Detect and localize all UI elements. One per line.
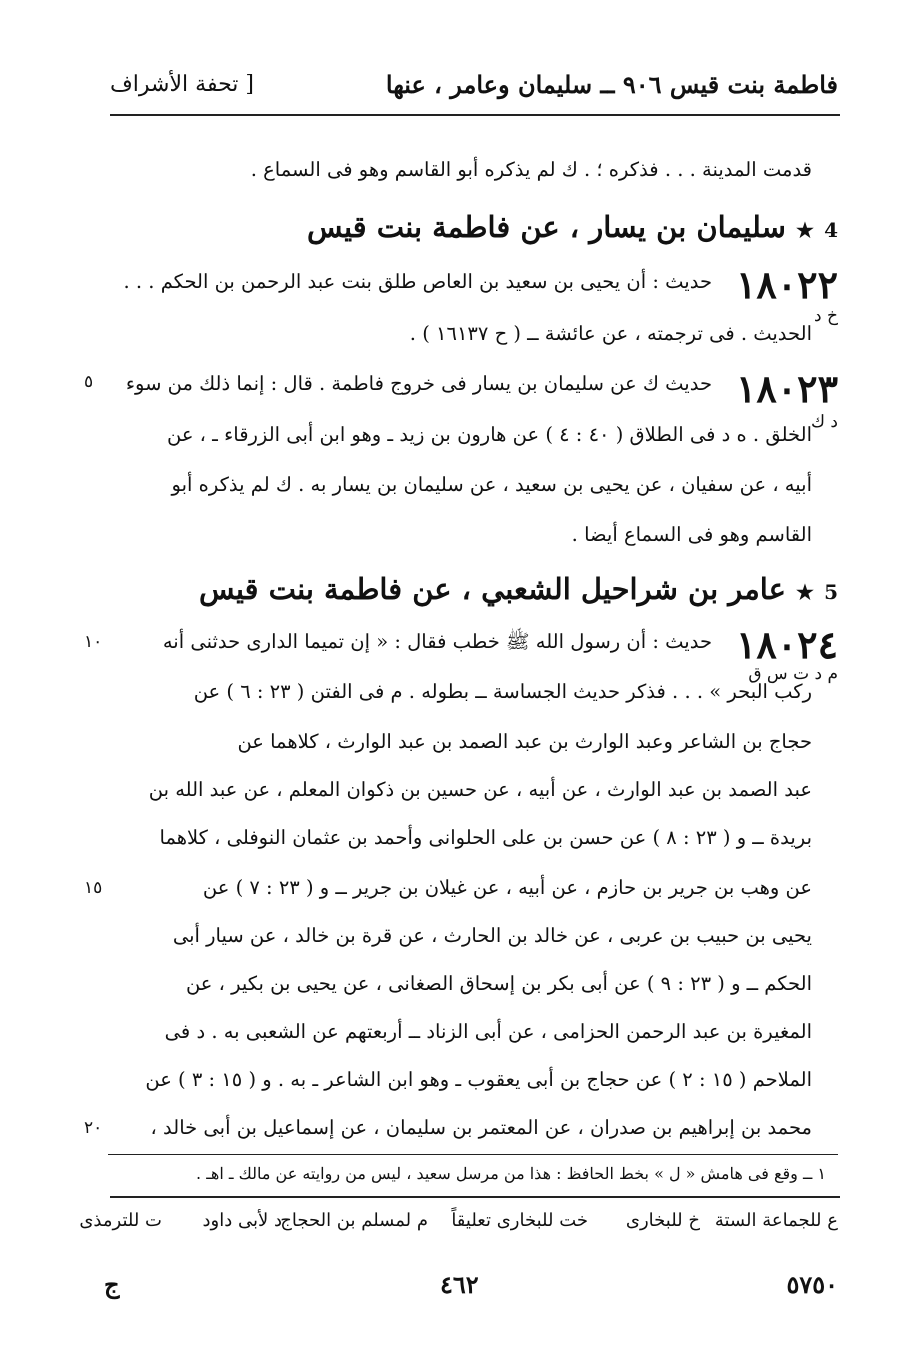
text-line: حديث ك عن سليمان بن يسار فى خروج فاطمة . قال : إنما ذلك من سوء bbox=[125, 372, 712, 395]
text-line: أبيه ، عن سفيان ، عن يحيى بن سعيد ، عن سليمان بن يسار به . ك لم يذكره أبو bbox=[171, 473, 812, 496]
section-heading-text: عامر بن شراحيل الشعبي ، عن فاطمة بنت قيس bbox=[198, 572, 786, 606]
star-icon: ★ bbox=[796, 218, 814, 242]
abbreviations-rule bbox=[110, 1196, 840, 1198]
abbreviation-item: ع للجماعة الستة bbox=[714, 1210, 838, 1231]
text-line: عبد الصمد بن عبد الوارث ، عن أبيه ، عن حسين بن ذكوان المعلم ، عن عبد الله بن bbox=[148, 778, 812, 801]
running-header-book: [ تحفة الأشراف bbox=[110, 72, 254, 97]
text-line: حجاج بن الشاعر وعبد الوارث بن عبد الصمد بن عبد الوارث ، كلاهما عن bbox=[237, 730, 812, 753]
section-heading bbox=[307, 210, 838, 244]
volume-number: ٥٧٥٠ bbox=[786, 1270, 838, 1299]
abbreviation-item: خ للبخارى bbox=[625, 1210, 700, 1231]
text-line: الخلق . ه د فى الطلاق ( ٤٠ : ٤ ) عن هارون بن زيد ـ وهو ابن أبى الزرقاء ـ ، عن bbox=[167, 423, 812, 446]
margin-line-number: ١٠ bbox=[84, 632, 103, 652]
section-heading-text: سليمان بن يسار ، عن فاطمة بنت قيس bbox=[307, 210, 786, 244]
source-symbols: د ك bbox=[811, 412, 838, 432]
footnote-rule bbox=[108, 1154, 838, 1155]
volume-letter: ج bbox=[104, 1270, 120, 1299]
hadith-number: ١٨٠٢٢ bbox=[735, 262, 838, 307]
abbreviation-item: م لمسلم بن الحجاج bbox=[280, 1210, 428, 1231]
hadith-number: ١٨٠٢٤ bbox=[735, 622, 838, 667]
source-symbols: خ د bbox=[814, 306, 838, 326]
text-line: القاسم وهو فى السماع أيضا . bbox=[571, 523, 812, 546]
text-line: يحيى بن حبيب بن عربى ، عن خالد بن الحارث ، عن قرة بن خالد ، عن سيار أبى bbox=[172, 924, 812, 947]
source-symbols: م د ت س ق bbox=[748, 664, 838, 684]
running-header-title: فاطمة بنت قيس ٩٠٦ ــ سليمان وعامر ، عنها bbox=[385, 70, 838, 99]
text-line: بريدة ــ و ( ٢٣ : ٨ ) عن حسن بن على الحلوانى وأحمد بن عثمان النوفلى ، كلاهما bbox=[159, 826, 812, 849]
text-line: حديث : أن رسول الله ﷺ خطب فقال : « إن تميما الدارى حدثنى أنه bbox=[162, 630, 712, 653]
text-line: قدمت المدينة . . . فذكره ؛ . ك لم يذكره أبو القاسم وهو فى السماع . bbox=[250, 158, 812, 181]
margin-line-number: ١٥ bbox=[84, 878, 103, 898]
page-number: ٤٦٢ bbox=[440, 1270, 479, 1299]
star-icon: ★ bbox=[796, 580, 814, 604]
header-rule bbox=[110, 114, 840, 116]
margin-line-number: ٢٠ bbox=[84, 1118, 103, 1138]
text-line: محمد بن إبراهيم بن صدران ، عن المعتمر بن سليمان ، عن إسماعيل بن أبى خالد ، bbox=[150, 1116, 812, 1139]
abbreviation-item: خت للبخارى تعليقاً bbox=[451, 1210, 588, 1231]
text-line: عن وهب بن جرير بن حازم ، عن أبيه ، عن غيلان بن جرير ــ و ( ٢٣ : ٧ ) عن bbox=[202, 876, 812, 899]
text-line: الحكم ــ و ( ٢٣ : ٩ ) عن أبى بكر بن إسحاق الصغانى ، عن يحيى بن بكير ، عن bbox=[185, 972, 812, 995]
footnote: ١ ــ وقع فى هامش « ل » بخط الحافظ : هذا من مرسل سعيد ، ليس من روايته عن مالك ـ اهـ . bbox=[196, 1164, 826, 1183]
text-line: حديث : أن يحيى بن سعيد بن العاص طلق بنت عبد الرحمن بن الحكم . . . bbox=[123, 270, 712, 293]
section-number: 5 bbox=[824, 580, 838, 604]
margin-line-number: ٥ bbox=[84, 372, 94, 392]
section-heading bbox=[199, 572, 838, 606]
text-line: الحديث . فى ترجمته ، عن عائشة ــ ( ح ١٦١٣٧ ) . bbox=[409, 322, 812, 345]
abbreviation-item: د لأبى داود bbox=[202, 1210, 282, 1231]
hadith-number: ١٨٠٢٣ bbox=[735, 366, 838, 411]
abbreviation-item: ت للترمذى bbox=[79, 1210, 162, 1231]
section-number: 4 bbox=[824, 218, 838, 242]
text-line: المغيرة بن عبد الرحمن الحزامى ، عن أبى الزناد ــ أربعتهم عن الشعبى به . د فى bbox=[164, 1020, 812, 1043]
text-line: ركب البحر » . . . فذكر حديث الجساسة ــ بطوله . م فى الفتن ( ٢٣ : ٦ ) عن bbox=[193, 680, 812, 703]
text-line: الملاحم ( ١٥ : ٢ ) عن حجاج بن أبى يعقوب ـ وهو ابن الشاعر ـ به . و ( ١٥ : ٣ ) عن bbox=[145, 1068, 812, 1091]
